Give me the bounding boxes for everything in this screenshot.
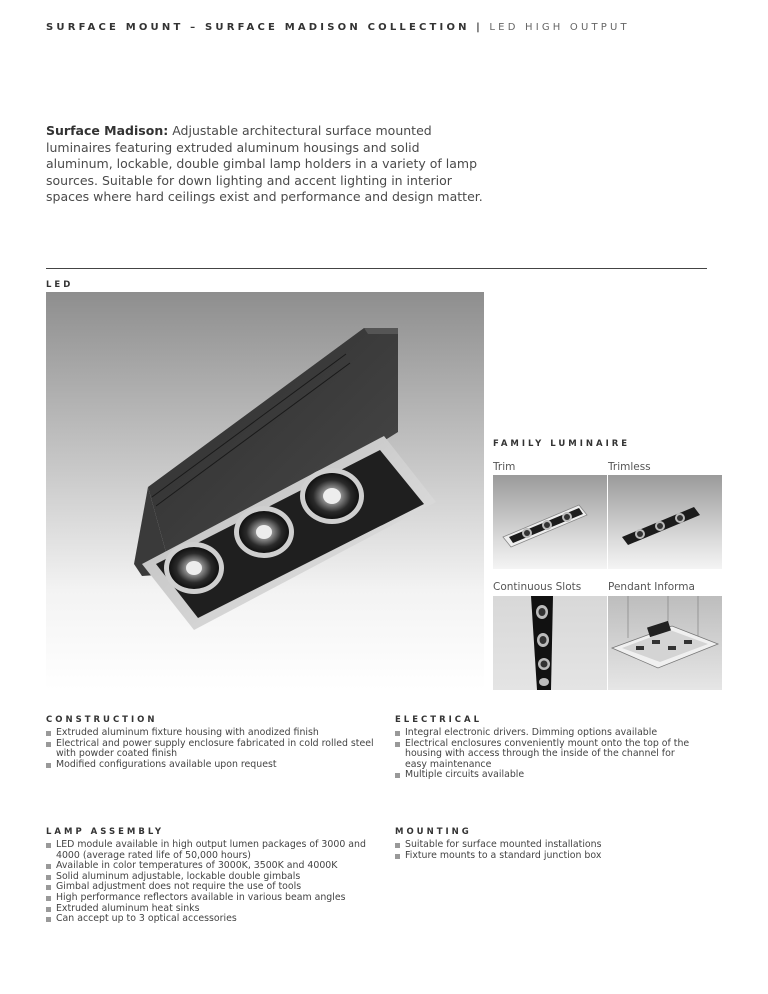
mounting-title: MOUNTING xyxy=(395,827,472,837)
intro-lead: Surface Madison: xyxy=(46,123,169,138)
intro-text: Adjustable architectural surface mounted luminaires featuring extruded aluminum housings and solid aluminum, lockable, double gimbal lamp holders in a variety of lamp sources. Suitable for down lighting and accent lighting in interior spaces where hard ceilings exist and performance and design matter. xyxy=(46,123,483,204)
list-item: Gimbal adjustment does not require the use of tools xyxy=(46,882,376,893)
list-item: Electrical enclosures conveniently mount onto the top of the housing with access through the inside of the channel for easy maintenance xyxy=(395,739,695,771)
family-image-pendant-informa xyxy=(608,596,722,690)
list-item: Electrical and power supply enclosure fabricated in cold rolled steel with powder coated finish xyxy=(46,739,376,760)
electrical-title: ELECTRICAL xyxy=(395,715,483,725)
intro-paragraph xyxy=(46,123,486,206)
mounting-list xyxy=(395,840,695,861)
list-item: Suitable for surface mounted installations xyxy=(395,840,695,851)
list-item: Can accept up to 3 optical accessories xyxy=(46,914,376,925)
list-item: Fixture mounts to a standard junction box xyxy=(395,851,695,862)
list-item: Extruded aluminum heat sinks xyxy=(46,904,376,915)
family-label-pendant-informa: Pendant Informa xyxy=(608,581,695,593)
list-item: Integral electronic drivers. Dimming options available xyxy=(395,728,695,739)
lamp-assembly-list xyxy=(46,840,376,925)
list-item: Modified configurations available upon request xyxy=(46,760,376,771)
header-title: SURFACE MOUNT – SURFACE MADISON COLLECTION xyxy=(46,22,470,33)
list-item: High performance reflectors available in various beam angles xyxy=(46,893,376,904)
section-divider xyxy=(46,268,707,269)
family-image-trimless xyxy=(608,475,722,569)
family-luminaire-title: FAMILY LUMINAIRE xyxy=(493,439,631,449)
lamp-assembly-title: LAMP ASSEMBLY xyxy=(46,827,165,837)
fixture-illustration xyxy=(46,292,484,690)
family-image-trim xyxy=(493,475,607,569)
hero-product-image xyxy=(46,292,484,690)
led-section-label: LED xyxy=(46,280,74,290)
electrical-list xyxy=(395,728,695,781)
family-label-continuous-slots: Continuous Slots xyxy=(493,581,582,593)
list-item: Multiple circuits available xyxy=(395,770,695,781)
family-label-trim: Trim xyxy=(493,461,516,473)
family-label-trimless: Trimless xyxy=(608,461,651,473)
construction-title: CONSTRUCTION xyxy=(46,715,158,725)
list-item: LED module available in high output lumen packages of 3000 and 4000 (average rated life of 50,000 hours) xyxy=(46,840,376,861)
list-item: Solid aluminum adjustable, lockable double gimbals xyxy=(46,872,376,883)
header-subtitle: LED HIGH OUTPUT xyxy=(489,22,630,33)
page-header xyxy=(46,22,630,33)
list-item: Available in color temperatures of 3000K, 3500K and 4000K xyxy=(46,861,376,872)
list-item: Extruded aluminum fixture housing with anodized finish xyxy=(46,728,376,739)
construction-list xyxy=(46,728,376,770)
family-image-continuous-slots xyxy=(493,596,607,690)
header-separator: | xyxy=(476,22,484,33)
